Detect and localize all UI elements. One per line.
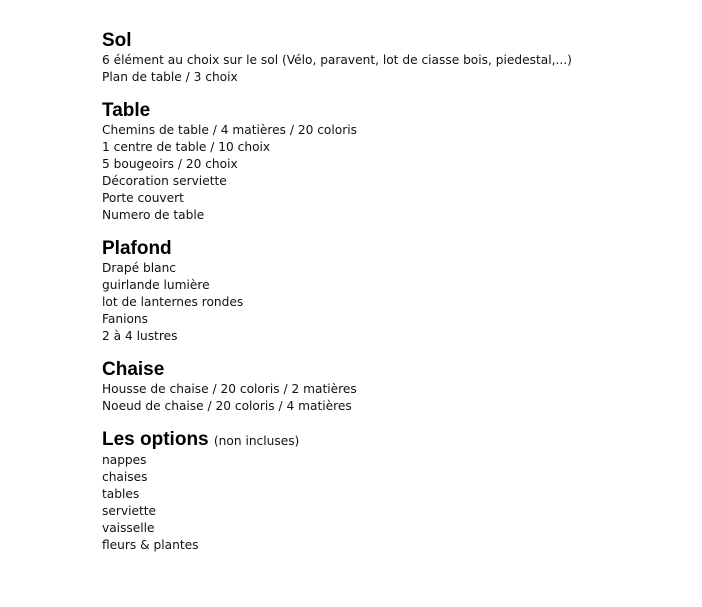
list-item: serviette: [102, 504, 157, 518]
list-item: nappes: [102, 453, 147, 467]
list-item: Décoration serviette: [102, 174, 227, 188]
section-plafond: [102, 238, 692, 345]
list-item: 5 bougeoirs / 20 choix: [102, 157, 238, 171]
list-item: fleurs & plantes: [102, 538, 199, 552]
list-item: Porte couvert: [102, 191, 184, 205]
section-title: Table: [102, 100, 151, 121]
list-item: Housse de chaise / 20 coloris / 2 matières: [102, 382, 357, 396]
section-options: [102, 429, 692, 554]
list-item: Drapé blanc: [102, 261, 176, 275]
list-item: guirlande lumière: [102, 278, 210, 292]
list-item: Numero de table: [102, 208, 205, 222]
section-sol: [102, 30, 692, 86]
section-title-text: Les options: [102, 429, 209, 450]
document-body: [102, 30, 692, 568]
section-title: Sol: [102, 30, 132, 51]
list-item: tables: [102, 487, 140, 501]
list-item: 6 élément au choix sur le sol (Vélo, paravent, lot de ciasse bois, piedestal,...): [102, 53, 572, 67]
section-title: Plafond: [102, 238, 172, 259]
list-item: 2 à 4 lustres: [102, 329, 178, 343]
section-chaise: [102, 359, 692, 415]
list-item: Fanions: [102, 312, 148, 326]
section-title-with-note: [102, 429, 692, 452]
section-title: Chaise: [102, 359, 165, 380]
section-note: (non incluses): [213, 434, 300, 448]
list-item: Chemins de table / 4 matières / 20 coloris: [102, 123, 357, 137]
list-item: Plan de table / 3 choix: [102, 70, 238, 84]
list-item: Noeud de chaise / 20 coloris / 4 matières: [102, 399, 352, 413]
list-item: vaisselle: [102, 521, 155, 535]
list-item: lot de lanternes rondes: [102, 295, 244, 309]
section-table: [102, 100, 692, 224]
list-item: chaises: [102, 470, 148, 484]
list-item: 1 centre de table / 10 choix: [102, 140, 271, 154]
